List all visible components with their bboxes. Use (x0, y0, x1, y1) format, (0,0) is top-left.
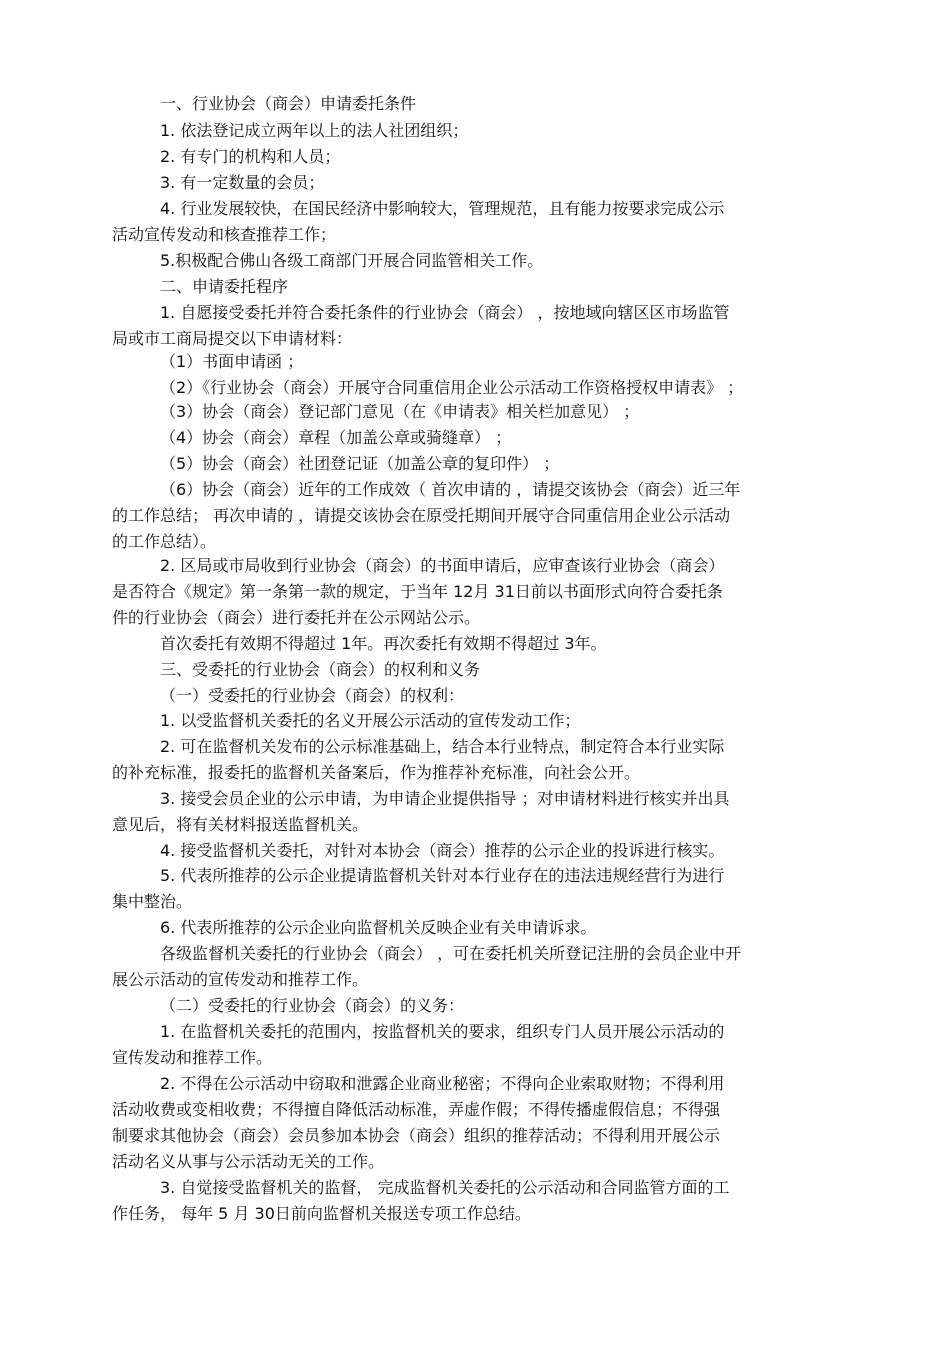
text-line: 二、申请委托程序 (160, 277, 289, 296)
text-line: 1. 在监督机关委托的范围内，按监督机关的要求，组织专门人员开展公示活动的 (160, 1022, 725, 1041)
text-line: 2. 有专门的机构和人员； (160, 147, 341, 166)
text-line: （6）协会（商会）近年的工作成效（ 首次申请的 ，请提交该协会（商会）近三年 (160, 480, 741, 499)
text-line: 集中整治。 (112, 892, 193, 911)
text-line: 2. 不得在公示活动中窃取和泄露企业商业秘密；不得向企业索取财物；不得利用 (160, 1074, 725, 1093)
text-line: 5. 代表所推荐的公示企业提请监督机关针对本行业存在的违法违规经营行为进行 (160, 866, 725, 885)
text-line: 件的行业协会（商会）进行委托并在公示网站公示。 (112, 608, 481, 627)
text-line: 4. 行业发展较快，在国民经济中影响较大，管理规范，且有能力按要求完成公示 (160, 199, 725, 218)
text-line: 展公示活动的宣传发动和推荐工作。 (112, 970, 369, 989)
text-line: （5）协会（商会）社团登记证（加盖公章的复印件） ； (160, 454, 560, 473)
text-line: 1. 自愿接受委托并符合委托条件的行业协会（商会） ，按地域向辖区区市场监管 (160, 303, 730, 322)
text-line: 首次委托有效期不得超过 1年。再次委托有效期不得超过 3年。 (160, 634, 607, 653)
text-line: 活动名义从事与公示活动无关的工作。 (112, 1152, 385, 1171)
text-line: 一、行业协会（商会）申请委托条件 (160, 94, 417, 113)
text-line: 的工作总结）。 (112, 532, 217, 551)
text-line: 的补充标准，报委托的监督机关备案后，作为推荐补充标准，向社会公开。 (112, 763, 641, 782)
text-line: 意见后，将有关材料报送监督机关。 (112, 815, 369, 834)
text-line: （4）协会（商会）章程（加盖公章或骑缝章） ； (160, 428, 512, 447)
text-line: 1. 以受监督机关委托的名义开展公示活动的宣传发动工作； (160, 711, 581, 730)
text-line: （一）受委托的行业协会（商会）的权利： (160, 686, 465, 705)
text-line: 2. 区局或市局收到行业协会（商会）的书面申请后，应审查该行业协会（商会） (160, 556, 725, 575)
text-line: 3. 自觉接受监督机关的监督， 完成监督机关委托的公示活动和合同监管方面的工 (160, 1178, 730, 1197)
text-line: 作任务， 每年 5 月 30日前向监督机关报送专项工作总结。 (112, 1204, 531, 1223)
text-line: 活动宣传发动和核查推荐工作； (112, 225, 337, 244)
text-line: 是否符合《规定》第一条第一款的规定，于当年 12月 31日前以书面形式向符合委托条 (112, 582, 723, 601)
text-line: 3. 有一定数量的会员； (160, 173, 325, 192)
text-line: 制要求其他协会（商会）会员参加本协会（商会）组织的推荐活动；不得利用开展公示 (112, 1126, 721, 1145)
text-line: 的工作总结； 再次申请的 ，请提交该协会在原受托期间开展守合同重信用企业公示活动 (112, 506, 731, 525)
text-line: 2. 可在监督机关发布的公示标准基础上，结合本行业特点，制定符合本行业实际 (160, 737, 725, 756)
text-line: 4. 接受监督机关委托，对针对本协会（商会）推荐的公示企业的投诉进行核实。 (160, 841, 725, 860)
text-line: 1. 依法登记成立两年以上的法人社团组织； (160, 121, 469, 140)
text-line: 局或市工商局提交以下申请材料： (112, 329, 353, 348)
text-line: 活动收费或变相收费；不得擅自降低活动标准，弄虚作假；不得传播虚假信息；不得强 (112, 1100, 721, 1119)
text-line: 宣传发动和推荐工作。 (112, 1048, 273, 1067)
text-line: 各级监督机关委托的行业协会（商会） ，可在委托机关所登记注册的会员企业中开 (160, 944, 742, 963)
text-line: 三、受委托的行业协会（商会）的权利和义务 (160, 660, 481, 679)
text-line: （二）受委托的行业协会（商会）的义务： (160, 996, 465, 1015)
text-line: （3）协会（商会）登记部门意见（在《申请表》相关栏加意见） ； (160, 402, 640, 421)
text-line: 6. 代表所推荐的公示企业向监督机关反映企业有关申请诉求。 (160, 918, 597, 937)
text-line: 3. 接受会员企业的公示申请，为申请企业提供指导 ；对申请材料进行核实并出具 (160, 789, 730, 808)
text-line: 5.积极配合佛山各级工商部门开展合同监管相关工作。 (160, 251, 544, 270)
text-line: （2）《行业协会（商会）开展守合同重信用企业公示活动工作资格授权申请表》 ； (160, 378, 744, 397)
text-line: （1）书面申请函 ； (160, 352, 304, 371)
